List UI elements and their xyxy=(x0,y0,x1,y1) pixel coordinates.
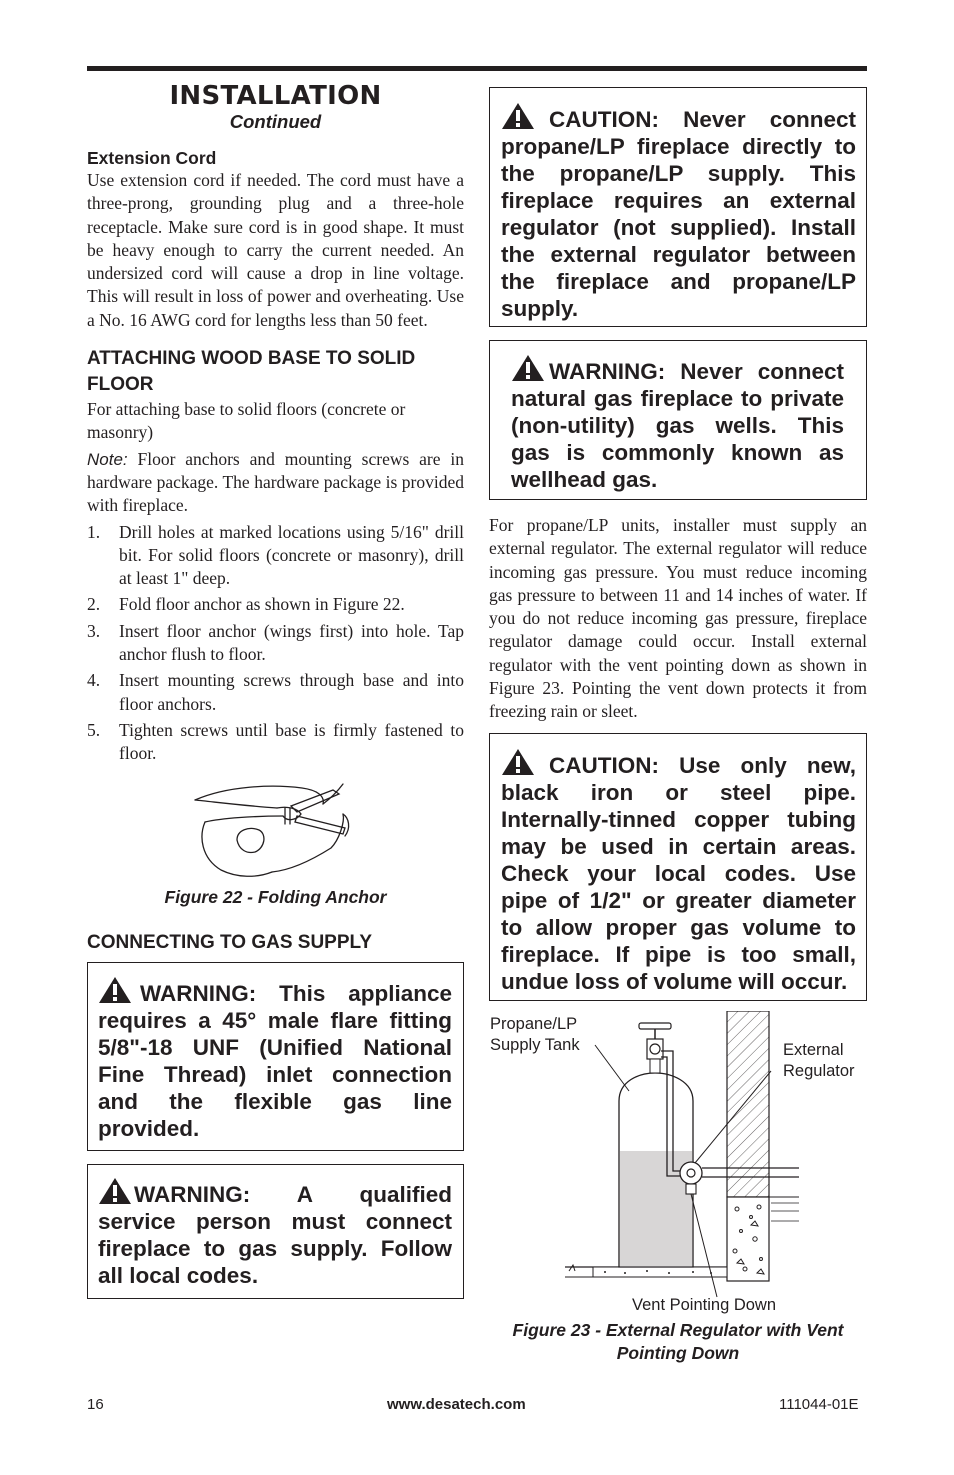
figure-23-caption: Figure 23 - External Regulator with Vent Pointing Down xyxy=(512,1319,844,1363)
caution-text-pipe xyxy=(501,748,856,995)
label-supply-tank-line2: Supply Tank xyxy=(490,1035,580,1054)
figure-22-illustration xyxy=(87,778,464,882)
right-column xyxy=(489,80,867,1365)
section-title: INSTALLATION xyxy=(169,81,382,111)
warning-triangle-icon xyxy=(501,748,535,776)
warning-triangle-icon xyxy=(98,1177,132,1205)
step-number: 1. xyxy=(87,521,101,542)
figure-22-caption: Figure 22 - Folding Anchor xyxy=(164,886,387,907)
warning-fitting-copy: WARNING: This appliance requires a 45° male flare fitting 5/8"-18 UNF (Unified National Fine Thread) inlet connection and the flexible gas line provided. xyxy=(98,980,452,1141)
document-number: 111044-01E xyxy=(779,1396,859,1413)
folding-anchor-drawing xyxy=(87,778,464,882)
wood-base-note xyxy=(87,448,464,518)
step-text: Insert floor anchor (wings first) into hole. Tap anchor flush to floor. xyxy=(119,620,464,665)
step-text: Fold floor anchor as shown in Figure 22. xyxy=(119,594,405,615)
extension-cord-body: Use extension cord if needed. The cord must have a three-prong, grounding plug and a three-hole receptacle. Make sure cord is in good shape. It must be heavy enough to carry the current needed. An undersized cord will cause a drop in line voltage. This will result in loss of power and overheating. Use a No. 16 AWG cord for lengths less than 50 feet. xyxy=(87,170,464,330)
warning-triangle-icon xyxy=(98,976,132,1004)
warning-qualified-copy: WARNING: A qualified service person must connect fireplace to gas supply. Follow all local codes. xyxy=(98,1181,452,1288)
left-column xyxy=(87,80,464,1299)
note-label: Note: xyxy=(87,449,128,469)
list-item xyxy=(87,669,464,716)
label-supply-tank-line1: Propane/LP xyxy=(490,1014,578,1033)
steps-list xyxy=(87,521,464,766)
label-supply-tank xyxy=(490,1014,580,1056)
caution-pipe-copy: CAUTION: Use only new, black iron or steel pipe. Internally-tinned copper tubing may be used in certain areas. Check your local codes. Use pipe of 1/2" or greater diameter to allow proper gas volume to fireplace. If pipe is too small, undue loss of volume will occur. xyxy=(501,752,856,994)
list-item xyxy=(87,593,464,616)
list-item xyxy=(87,719,464,766)
step-text: Drill holes at marked locations using 5/16" drill bit. For solid floors (concrete or masonry), drill at least 1" deep. xyxy=(119,521,464,589)
warning-triangle-icon xyxy=(501,102,535,130)
caution-box-propane xyxy=(489,87,867,327)
label-regulator-line2: Regulator xyxy=(783,1061,855,1080)
gas-supply-heading: CONNECTING TO GAS SUPPLY xyxy=(87,931,373,953)
top-rule xyxy=(87,66,867,71)
warning-text-fitting xyxy=(98,976,452,1142)
caution-text-propane xyxy=(501,102,856,322)
step-number: 3. xyxy=(87,620,101,641)
caution-box-pipe xyxy=(489,733,867,1001)
step-number: 5. xyxy=(87,719,101,740)
warning-box-wells xyxy=(489,340,867,500)
warning-triangle-icon xyxy=(511,354,545,382)
label-regulator-line1: External xyxy=(783,1040,844,1059)
label-external-regulator xyxy=(783,1040,855,1082)
warning-wells-copy: WARNING: Never connect natural gas fireplace to private (non-utility) gas wells. This gas is commonly known as wellhead gas. xyxy=(511,359,844,492)
step-text: Insert mounting screws through base and into floor anchors. xyxy=(119,670,464,714)
page-number: 16 xyxy=(87,1396,104,1413)
warning-text-wells xyxy=(511,354,844,493)
warning-box-qualified xyxy=(87,1164,464,1299)
website-link[interactable]: www.desatech.com xyxy=(387,1396,526,1413)
warning-box-fitting xyxy=(87,962,464,1151)
label-vent-pointing-down: Vent Pointing Down xyxy=(632,1295,777,1314)
step-text: Tighten screws until base is firmly fastened to floor. xyxy=(119,719,464,764)
regulator-paragraph: For propane/LP units, installer must supply an external regulator. The external regulator will reduce incoming gas pressure. You must reduce incoming gas pressure to between 11 and 14 inches of water. If you do not reduce incoming gas pressure, fireplace regulator damage could occur. Install external regulator with the vent pointing down as shown in Figure 23. Pointing the vent down protects it from freezing rain or sleet. xyxy=(489,515,867,722)
step-number: 4. xyxy=(87,670,101,691)
wood-base-intro: For attaching base to solid floors (concrete or masonry) xyxy=(87,399,406,443)
wood-base-heading: ATTACHING WOOD BASE TO SOLID FLOOR xyxy=(87,348,416,396)
figure-23 xyxy=(489,1011,867,1314)
list-item xyxy=(87,620,464,667)
warning-text-qualified xyxy=(98,1177,452,1289)
step-number: 2. xyxy=(87,594,101,615)
extension-cord-heading: Extension Cord xyxy=(87,148,217,168)
note-text: Floor anchors and mounting screws are in hardware package. The hardware package is provided with fireplace. xyxy=(87,448,464,516)
list-item xyxy=(87,521,464,591)
section-subtitle: Continued xyxy=(229,111,322,132)
caution-propane-copy: CAUTION: Never connect propane/LP fireplace directly to the propane/LP supply. This fireplace requires an external regulator (not supplied). Install the external regulator between the fireplace and propane/LP supply. xyxy=(501,107,856,321)
